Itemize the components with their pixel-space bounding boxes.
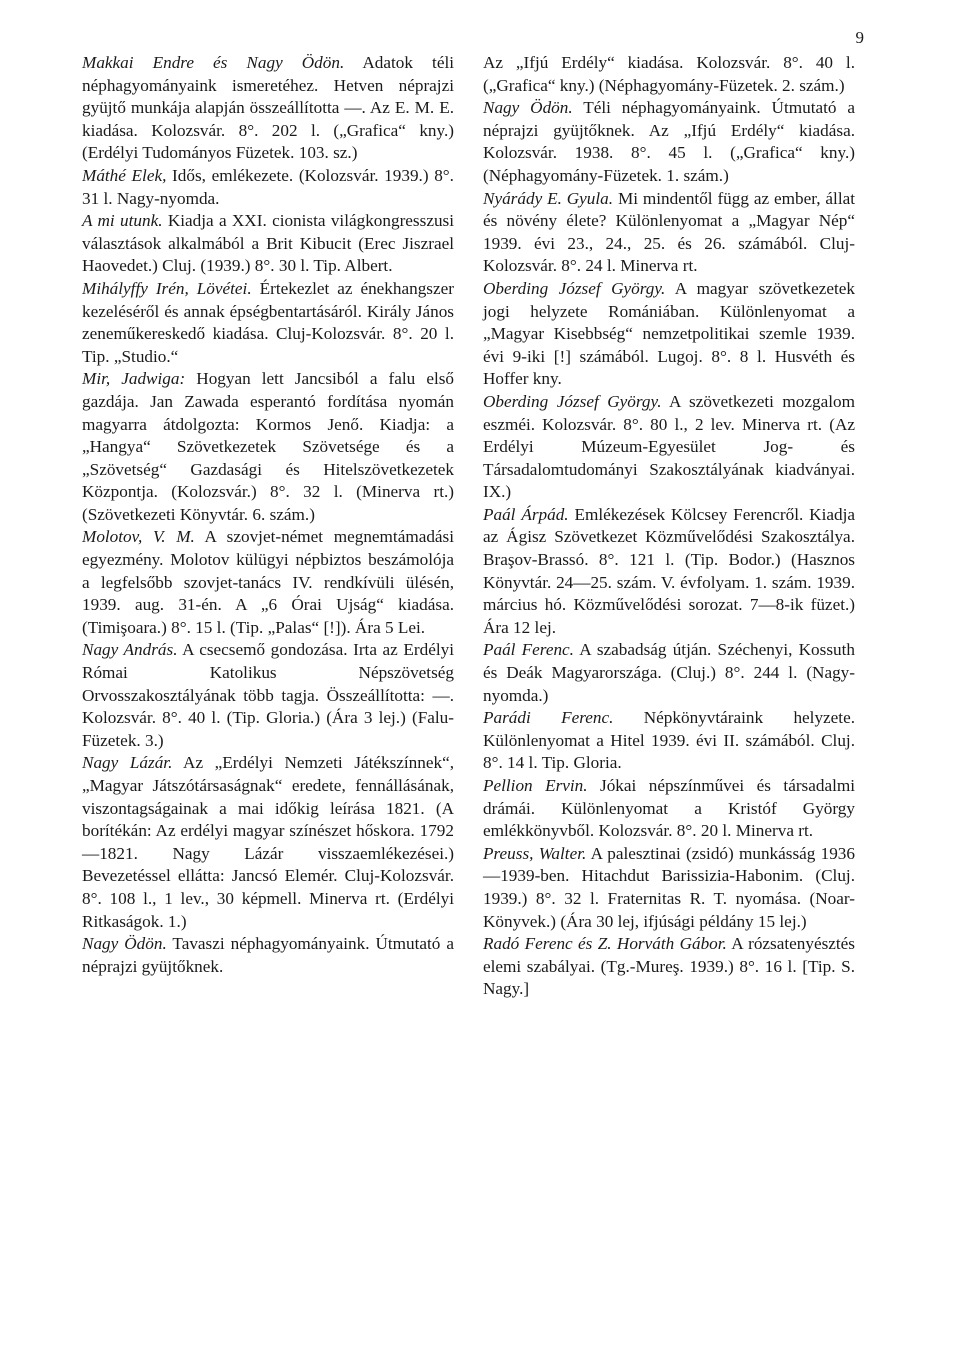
entry-text: A szabadság útján. Széchenyi, Kossuth és Deák Magyarországa. (Cluj.) 8°. 244 l. (Nagy-nyomda.) [483,640,855,705]
entry-author: Parádi Ferenc. [483,708,614,728]
entry-author: Nagy Ödön. [82,934,167,954]
entry-text: Adatok téli néphagyományaink ismeretéhez. Hetven néprajzi gyüjtő munkája alapján összeállította —. Az E. M. E. kiadása. Kolozsvár. 8°. 202 l. („Grafica“ kny.) (Erdélyi Tudományos Füzetek. 103. sz.) [82,53,454,163]
page-number: 9 [855,28,864,47]
left-column [82,52,454,978]
bibliography-entry [483,504,855,640]
entry-author: Makkai Endre és Nagy Ödön. [82,53,345,72]
entry-text: Téli néphagyományaink. Útmutató a néprajzi gyüjtőknek. Az „Ifjú Erdély“ kiadása. Kolozsvár. 1938. 8°. 45 l. („Grafica“ kny.) (Néphagyomány-Füzetek. 1. szám.) [483,98,855,185]
entry-author: A mi utunk. [82,211,163,231]
bibliography-entry [82,639,454,752]
entry-text: Népkönyvtáraink helyzete. Különlenyomat a Hitel 1939. évi II. számából. Cluj. 8°. 14 l. Tip. Gloria. [483,708,855,773]
bibliography-entry [82,52,454,165]
entry-author: Mihályffy Irén, Lövétei. [82,278,252,298]
entry-text: A rózsatenyésztés elemi szabályai. (Tg.-Mureş. 1939.) 8°. 16 l. [Tip. S. Nagy.] [483,934,855,999]
entry-author: Preuss, Walter. [483,843,587,863]
entry-text: A szovjet-német megnemtámadási egyezmény. Molotov külügyi népbiztos beszámolója a legfelsőbb szovjet-tanács IV. rendkívüli ülésén, 1939. aug. 31-én. A „6 Órai Ujság“ kiadása. (Timişoara.) 8°. 15 l. (Tip. „Palas“ [!]). Ára 5 Lei. [82,527,455,637]
entry-text: Az „Erdélyi Nemzeti Játékszínnek“, „Magyar Játszótársaságnak“ eredete, fennállásának, viszontagságainak a mai időkig leírása 1821. (A borítékán: Az erdélyi magyar színészet hőskora. 1792—1821. Nagy Lázár visszaemlékezései.) Bevezetéssel ellátta: Jancsó Elemér. Cluj-Kolozsvár. 8°. 108 l., 1 lev., 30 képmell. Minerva rt. (Erdélyi Ritkaságok. 1.) [82,753,454,931]
entry-author: Nagy András. [82,640,178,660]
entry-text: Jókai népszínművei és társadalmi drámái. Különlenyomat a Kristóf György emlékkönyvből. Kolozsvár. 8°. 20 l. Minerva rt. [483,776,855,841]
right-column [483,52,855,1001]
entry-text: Tavaszi néphagyományaink. Útmutató a néprajzi gyüjtőknek. [82,934,454,976]
bibliography-entry [82,933,454,978]
entry-text: Értekezlet az énekhangszer kezeléséről és annak épségbentartásáról. Király János zeneműkereskedő kiadása. Cluj-Kolozsvár. 8°. 20 l. Tip. „Studio.“ [82,278,454,366]
bibliography-entry [483,933,855,1001]
entry-author: Radó Ferenc és Z. Horváth Gábor. [483,934,727,954]
entry-text: Hogyan lett Jancsiból a falu első gazdája. Jan Zawada esperantó fordítása nyomán magyarra átdolgozta: Kormos Jenő. Kiadja: a „Hangya“ Szövetkezetek Szövetsége és a „Szövetség“ Gazdasági és Hitelszövetkezetek Központja. (Kolozsvár.) 8°. 32 l. (Minerva rt.) (Szövetkezeti Könyvtár. 6. szám.) [82,369,455,524]
bibliography-entry [82,278,454,368]
entry-text: A szövetkezeti mozgalom eszméi. Kolozsvár. 8°. 80 l., 2 lev. Minerva rt. (Az Erdélyi Múzeum-Egyesület Jog- és Társadalomtudományi Szakosztályának kiadványai. IX.) [483,391,855,502]
bibliography-entry [82,368,454,526]
entry-author: Oberding József György. [483,391,662,411]
entry-text: A magyar szövetkezetek jogi helyzete Romániában. Különlenyomat a „Magyar Kisebbség“ nemzetpolitikai szemle 1939. évi 9-iki [!] számából. Lugoj. 8°. 8 l. Husvéth és Hoffer kny. [483,278,855,389]
entry-text: A csecsemő gondozása. Irta az Erdélyi Római Katolikus Népszövetség Orvosszakosztályának több tagja. Összeállította: —. Kolozsvár. 8°. 40 l. (Tip. Gloria.) (Ára 3 lej.) (Falu-Füzetek. 3.) [82,640,454,750]
entry-author: Paál Ferenc. [483,640,574,660]
entry-text: Mi mindentől függ az ember, állat és növény élete? Különlenyomat a „Magyar Nép“ 1939. évi 23., 24., 25. és 26. számából. Cluj-Kolozsvár. 8°. 24 l. Minerva rt. [483,188,856,276]
bibliography-entry [483,775,855,843]
entry-text: A palesztinai (zsidó) munkásság 1936—1939-ben. Hitachdut Barissizia-Habonim. (Cluj. 1939.) 8°. 32 l. Fraternitas R. T. nyomása. (Noar-Könyvek.) (Ára 30 lej, ifjúsági példány 15 lej.) [483,843,855,931]
bibliography-entry [483,639,855,707]
bibliography-entry [483,278,855,391]
entry-author: Máthé Elek, [82,165,167,185]
entry-author: Pellion Ervin. [483,776,588,795]
bibliography-entry [82,210,454,278]
entry-author: Oberding József György. [483,278,666,298]
entry-author: Nyárády E. Gyula. [483,188,614,208]
entry-text: Idős, emlékezete. (Kolozsvár. 1939.) 8°. 31 l. Nagy-nyomda. [82,165,454,208]
entry-text: Az „Ifjú Erdély“ kiadása. Kolozsvár. 8°. 40 l. („Grafica“ kny.) (Néphagyomány-Füzetek. 2. szám.) [483,53,855,95]
entry-author: Molotov, V. M. [82,527,195,547]
bibliography-entry [483,97,855,187]
bibliography-entry [483,188,855,278]
bibliography-entry [82,526,454,639]
bibliography-entry [483,52,855,97]
bibliography-entry [82,752,454,933]
entry-text: Emlékezések Kölcsey Ferencről. Kiadja az Ágisz Szövetkezet Közművelődési Szakosztálya. Braşov-Brassó. 8°. 121 l. (Tip. Bodor.) (Hasznos Könyvtár. 24—25. szám. V. évfolyam. 1. szám. 1939. március hó. Közművelődési sorozat. 7—8-ik füzet.) Ára 12 lej. [483,504,855,637]
bibliography-entry [483,391,855,504]
entry-author: Nagy Lázár. [82,753,173,773]
bibliography-entry [82,165,454,210]
entry-author: Mir, Jadwiga: [82,369,186,389]
entry-author: Paál Árpád. [483,504,569,524]
entry-author: Nagy Ödön. [483,98,573,118]
bibliography-entry [483,707,855,775]
entry-text: Kiadja a XXI. cionista világkongresszusi választások alkalmából a Brit Kibucit (Erec Jiszrael Haovedet.) Cluj. (1939.) 8°. 30 l. Tip. Albert. [82,211,455,276]
bibliography-entry [483,843,855,933]
